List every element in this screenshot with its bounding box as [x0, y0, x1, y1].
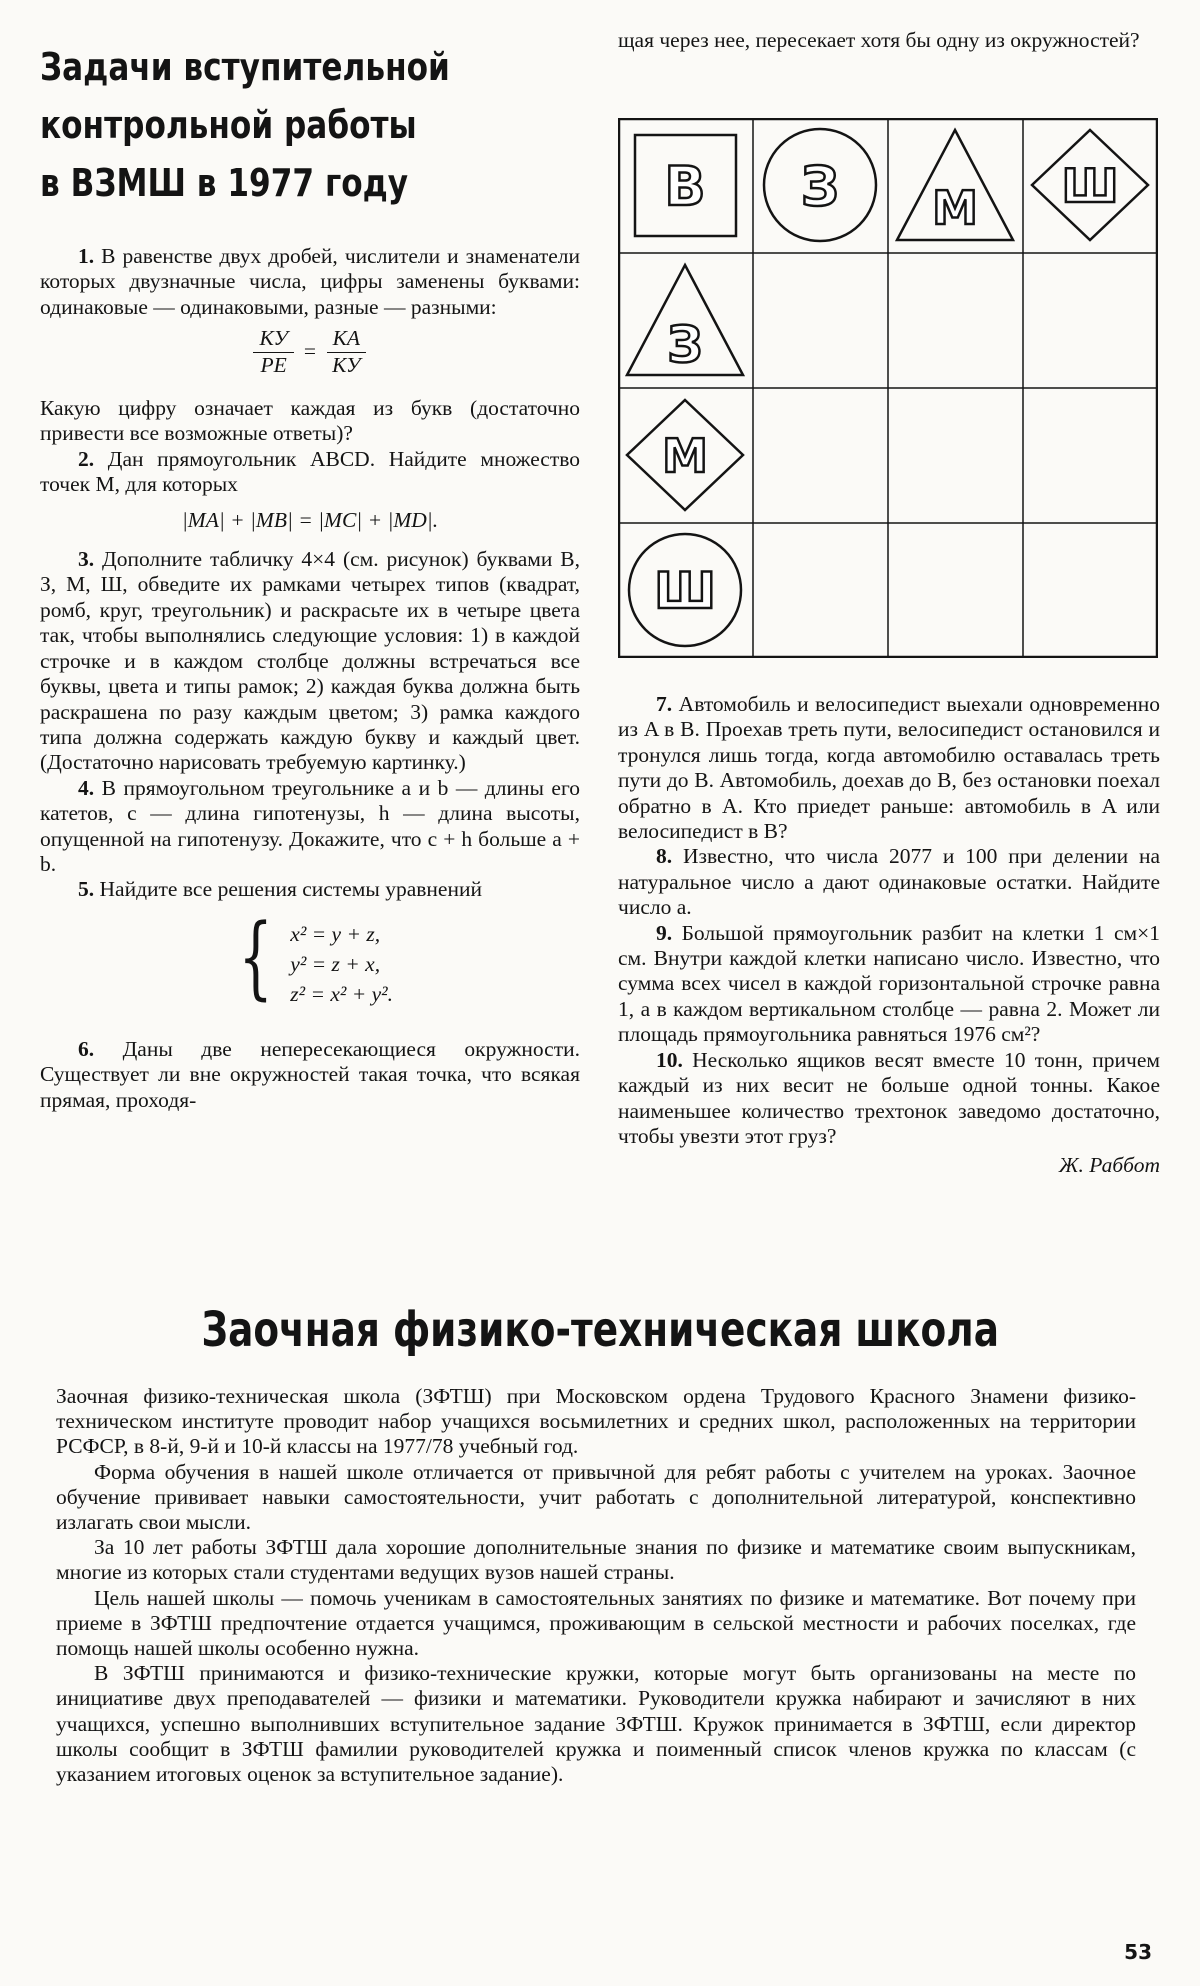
- school-paragraph-3: За 10 лет работы ЗФТШ дала хорошие дополнительные знания по физике и математике своим выпускникам, многие из которых стали студентами ведущих вузов нашей страны.: [56, 1535, 1136, 1585]
- problem-4: [40, 776, 580, 878]
- problem-8-number: 8.: [656, 844, 673, 869]
- fraction-left-denominator: РЕ: [260, 352, 287, 377]
- problem-7: [618, 692, 1160, 844]
- problem-5-number: 5.: [78, 877, 95, 902]
- problem-10-number: 10.: [656, 1047, 683, 1072]
- problem-7-number: 7.: [656, 692, 673, 716]
- problem-10: [618, 1048, 1160, 1150]
- problem-5: [40, 877, 580, 902]
- problem-3-text: Дополните табличку 4×4 (см. рисунок) буквами В, З, М, Ш, обведите их рамками четырех типов (квадрат, ромб, круг, треугольник) и раскрасьте их в четыре цвета так, чтобы выполнялись следующие условия: 1) в каждой строчке и в каждом столбце должны встречаться все буквы, цвета и типы рамок; 2) каждая буква должна быть раскрашена по разу каждым цветом; 3) рамка каждого типа должна содержать каждую букву и каждый цвет. (Достаточно нарисовать требуемую картинку.): [40, 547, 581, 775]
- problem-3: [40, 547, 580, 776]
- letter-b: В: [664, 155, 706, 218]
- equation-lines: [290, 913, 393, 1009]
- cell-circle-sh: [629, 534, 741, 646]
- problem-1-formula: [40, 326, 580, 378]
- school-paragraph-4: Цель нашей школы — помочь ученикам в самостоятельных занятиях по физике и математике. Вот почему при приеме в ЗФТШ предпочтение отдается учащимся, проживающим в сельской местности и рабочих поселках, где помощь нашей школы особенно нужна.: [56, 1585, 1136, 1661]
- school-paragraph-1: Заочная физико-техническая школа (ЗФТШ) при Московском ордена Трудового Красного Знамени физико-техническом институте проводит набор учащихся восьмилетних и средних школ, расположенных на территории РСФСР, в 8-й, 9-й и 10-й классы на 1977/78 учебный год.: [56, 1384, 1136, 1459]
- school-paragraph-2: Форма обучения в нашей школе отличается от привычной для ребят работы с учителем на уроках. Заочное обучение прививает навыки самостоятельности, учит работать с дополнительной литературой, конспективно излагать свои мысли.: [56, 1459, 1136, 1535]
- letter-grid-figure: [618, 118, 1158, 658]
- problem-7-text: Автомобиль и велосипедист выехали одновременно из A в B. Проехав треть пути, велосипедист остановился и тронулся лишь тогда, когда автомобилю оставалась треть пути до B. Автомобиль, доехав до B, без остановки поехал обратно в A. Кто приедет раньше: автомобиль в A или велосипедист в B?: [618, 692, 1161, 844]
- cell-rhombus-m: [627, 400, 743, 510]
- problem-8-text: Известно, что числа 2077 и 100 при делении на натуральное число a дают одинаковые остатки. Найдите число a.: [618, 844, 1161, 920]
- problem-4-number: 4.: [78, 775, 95, 800]
- problem-6-continuation: [618, 28, 1160, 53]
- section-title-text: Заочная физико-техническая школа: [201, 1302, 999, 1358]
- title-line-2: контрольной работы: [40, 103, 417, 147]
- problem-1-number: 1.: [78, 244, 95, 268]
- left-column: [40, 244, 580, 1113]
- problem-2-number: 2.: [78, 446, 95, 471]
- equation-1: x² = y + z,: [290, 921, 381, 946]
- letter-m: М: [662, 429, 708, 483]
- title-line-3: в ВЗМШ в 1977 году: [40, 161, 409, 205]
- author-signature: Ж. Раббот: [1058, 1153, 1160, 1178]
- problem-2-formula: |MA| + |MB| = |MC| + |MD|.: [181, 507, 439, 532]
- problem-1-text: В равенстве двух дробей, числители и знаменатели которых двузначные числа, цифры заменены буквами: одинаковые — одинаковыми, разные — разными:: [40, 244, 581, 319]
- fraction-left-numerator: КУ: [253, 326, 293, 352]
- equation-2: y² = z + x,: [290, 951, 381, 976]
- cell-rhombus-sh: [1032, 130, 1148, 240]
- fraction-right-denominator: КУ: [332, 352, 361, 377]
- equation-system: [40, 904, 580, 1010]
- school-paragraph-5: В ЗФТШ принимаются и физико-технические кружки, которые могут быть организованы на месте по инициативе двух преподавателей — физики и математики. Руководители кружка набирают и зачисляют в них учащихся, успешно выполнивших вступительное задание ЗФТШ. Кружок принимается в ЗФТШ, если директор школы сообщит в ЗФТШ фамилии руководителей кружка и поименный список членов кружка по классам (с указанием итоговых оценок за вступительное задание).: [56, 1661, 1136, 1787]
- page-number: 53: [1124, 1940, 1152, 1964]
- fraction-right: [326, 326, 366, 378]
- problem-1-question: Какую цифру означает каждая из букв (достаточно привести все возможные ответы)?: [40, 396, 580, 446]
- school-article: [56, 1384, 1136, 1787]
- equation-3: z² = x² + y².: [290, 981, 393, 1006]
- problem-5-text: Найдите все решения системы уравнений: [99, 877, 482, 902]
- letter-m: М: [932, 181, 978, 235]
- letter-z: З: [667, 316, 703, 374]
- problem-6-continued-text: щая через нее, пересекает хотя бы одну из окружностей?: [618, 28, 1140, 52]
- right-column: [618, 692, 1160, 1179]
- problem-9-number: 9.: [656, 920, 673, 945]
- problem-3-number: 3.: [78, 547, 95, 572]
- letter-sh: Ш: [654, 562, 716, 620]
- cell-triangle-m: [897, 130, 1013, 240]
- problem-10-text: Несколько ящиков весят вместе 10 тонн, причем каждый из них весит не больше одной тонны. Какое наименьшее количество трехтонок заведомо достаточно, чтобы увезти этот груз?: [618, 1047, 1160, 1148]
- letter-z: З: [800, 155, 840, 218]
- problem-4-text: В прямоугольном треугольнике a и b — длины его катетов, c — длина гипотенузы, h — длина высоты, опущенной на гипотенузу. Докажите, что c + h больше a + b.: [40, 775, 581, 876]
- cell-circle-z: [764, 129, 876, 241]
- title-line-1: Задачи вступительной: [40, 45, 450, 89]
- fraction-left: [253, 326, 293, 378]
- fraction-right-numerator: КА: [327, 326, 366, 352]
- cell-triangle-z: [627, 265, 743, 375]
- problem-2-text: Дан прямоугольник ABCD. Найдите множество точек M, для которых: [40, 446, 581, 497]
- problem-2: [40, 447, 580, 498]
- problem-9-text: Большой прямоугольник разбит на клетки 1 см×1 см. Внутри каждой клетки написано число. Известно, что сумма всех чисел в каждой горизонтальной строчке равна 1, а в каждом вертикальном столбце — равна 2. Может ли площадь прямоугольника равняться 1976 см²?: [618, 920, 1161, 1047]
- problem-6: [40, 1037, 580, 1113]
- problem-6-number: 6.: [78, 1036, 95, 1061]
- cell-square-b: [635, 135, 736, 236]
- problem-1: [40, 244, 580, 320]
- article-title: [40, 38, 466, 212]
- problem-8: [618, 844, 1160, 920]
- equals-sign: =: [303, 339, 317, 364]
- brace-symbol: {: [238, 904, 273, 1010]
- problem-6-text: Даны две непересекающиеся окружности. Существует ли вне окружностей такая точка, что всякая прямая, проходя-: [40, 1036, 580, 1112]
- section-title: [0, 1302, 1200, 1358]
- letter-sh: Ш: [1061, 159, 1119, 213]
- problem-9: [618, 921, 1160, 1048]
